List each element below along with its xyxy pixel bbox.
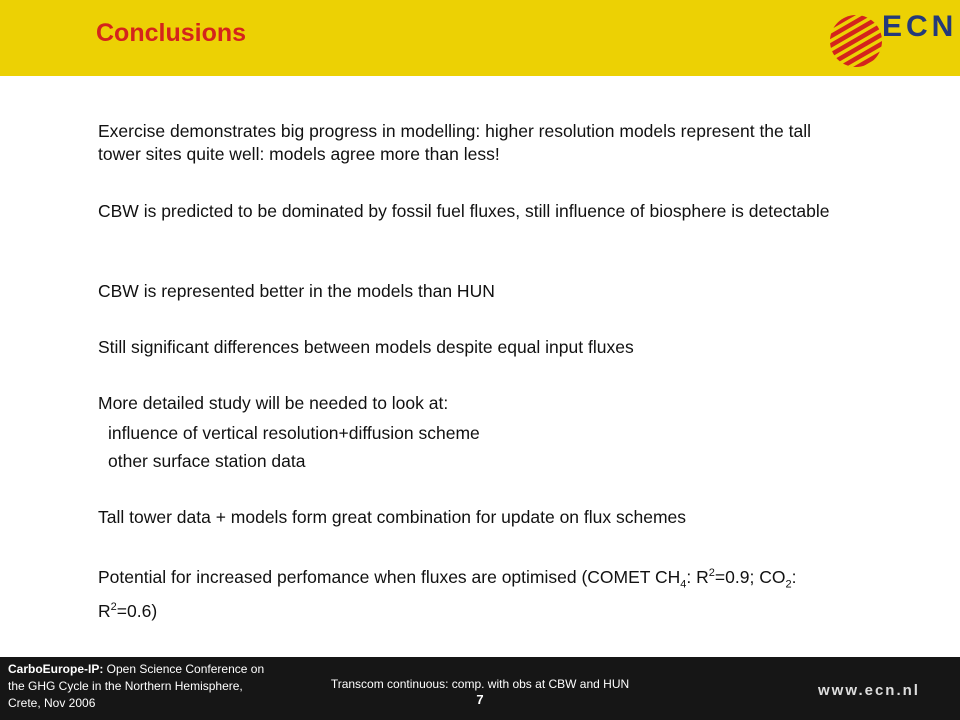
conclusion-subitem: influence of vertical resolution+diffusion scheme — [108, 423, 480, 443]
formula-text: : R — [686, 566, 709, 587]
ch4-subscript: 4 — [680, 578, 687, 591]
conference-details: Open Science Conference on the GHG Cycle in the Northern Hemisphere, Crete, Nov 2006 — [8, 662, 265, 710]
slide-title: Conclusions — [96, 19, 247, 47]
presentation-subtitle: Transcom continuous: comp. with obs at CBW and HUN — [330, 677, 630, 691]
conclusion-item: CBW is represented better in the models than HUN — [98, 281, 495, 301]
conclusion-item: Exercise demonstrates big progress in modelling: higher resolution models represent the tall tower sites quite well: models agree more than less! — [98, 121, 812, 164]
r-superscript: 2 — [110, 601, 117, 614]
co2-subscript: 2 — [785, 578, 792, 591]
footer-center — [300, 676, 660, 708]
conclusion-subitem: other surface station data — [108, 451, 306, 471]
conference-name: CarboEurope-IP: — [8, 662, 104, 676]
formula-text: : R — [98, 566, 797, 622]
conclusion-item-formula — [98, 562, 838, 623]
conclusion-item: Still significant differences between models despite equal input fluxes — [98, 337, 634, 357]
formula-text: Potential for increased perfomance when fluxes are optimised (COMET CH — [98, 566, 681, 587]
page-number: 7 — [476, 692, 484, 707]
conclusion-item: CBW is predicted to be dominated by fossil fuel fluxes, still influence of biosphere is detectable — [98, 201, 830, 221]
r-superscript: 2 — [708, 567, 715, 579]
formula-text: =0.9; CO — [714, 566, 786, 587]
header-bar — [0, 0, 960, 76]
conclusion-item: More detailed study will be needed to look at: — [98, 393, 449, 413]
conclusion-item: Tall tower data + models form great combination for update on flux schemes — [98, 507, 687, 527]
footer-bar — [0, 657, 960, 720]
formula-text: =0.6) — [116, 601, 158, 622]
conference-info — [8, 661, 268, 712]
ecn-logo-text: ECN — [882, 10, 958, 43]
website-url: www.ecn.nl — [818, 682, 920, 699]
